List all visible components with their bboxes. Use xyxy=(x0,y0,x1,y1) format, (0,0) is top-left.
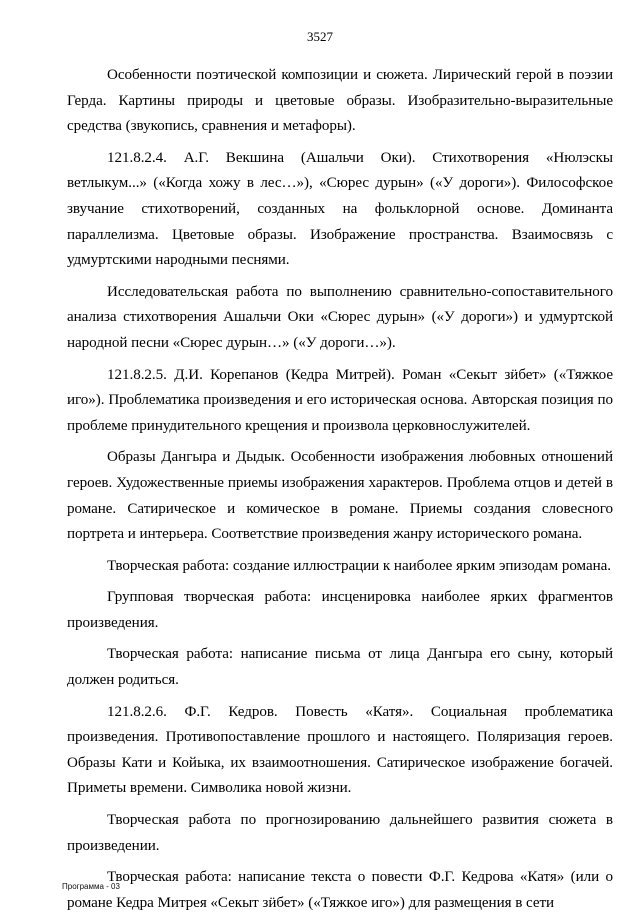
paragraph-kedrov-katya: 121.8.2.6. Ф.Г. Кедров. Повесть «Катя». Социальная проблематика произведения. Противопоставление прошлого и настоящего. Поляризация героев. Образы Кати и Койыка, их взаимоотношения. Сатирическое изображение богачей. Приметы времени. Символика новой жизни. xyxy=(67,703,613,797)
paragraph-kedra-mitrei: 121.8.2.5. Д.И. Корепанов (Кедра Митрей). Роман «Секыт зӥбет» («Тяжкое иго»). Проблематика произведения и его историческая основа. Авторская позиция по проблеме принудительного крещения и произвола церковнослужителей. xyxy=(67,366,613,434)
paragraph-illustration-task: Творческая работа: создание иллюстрации к наиболее ярким эпизодам романа. xyxy=(107,557,612,574)
footer-label: Программа - 03 xyxy=(62,882,120,891)
paragraph-online-text-task: Творческая работа: написание текста о повести Ф.Г. Кедрова «Катя» (или о романе Кедра Митрея «Секыт зӥбет» («Тяжкое иго») для размещения в сети xyxy=(67,869,613,911)
paragraph-research-work: Исследовательская работа по выполнению сравнительно-сопоставительного анализа стихотворения Ашальчи Оки «Сюрес дурын» («У дороги») и удмуртской народной песни «Сюрес дурын…» («У дороги…»). xyxy=(67,283,613,351)
paragraph-gerd-poetics: Особенности поэтической композиции и сюжета. Лирический герой в поэзии Герда. Картины природы и цветовые образы. Изобразительно-выразительные средства (звукопись, сравнения и метафоры). xyxy=(67,67,613,135)
page-number: 3527 xyxy=(307,29,333,44)
paragraph-letter-task: Творческая работа: написание письма от лица Дангыра его сыну, который должен родиться. xyxy=(67,646,613,689)
paragraph-group-staging-task: Групповая творческая работа: инсценировка наиболее ярких фрагментов произведения. xyxy=(67,589,613,631)
paragraph-forecast-task: Творческая работа по прогнозированию дальнейшего развития сюжета в произведении. xyxy=(67,812,613,854)
document-body xyxy=(67,63,613,922)
paragraph-ashalchi-oki: 121.8.2.4. А.Г. Векшина (Ашальчи Оки). Стихотворения «Нюлэскы ветлыкум...» («Когда хожу в лес…»), «Сюрес дурын» («У дороги»). Философское звучание стихотворений, созданных на фольклорной основе. Доминанта параллелизма. Цветовые образы. Изображение пространства. Взаимосвязь с удмуртскими народными песнями. xyxy=(67,149,613,269)
paragraph-dangyr-dydyk: Образы Дангыра и Дыдык. Особенности изображения любовных отношений героев. Художественные приемы изображения характеров. Проблема отцов и детей в романе. Сатирическое и комическое в романе. Приемы создания словесного портрета и интерьера. Соответствие произведения жанру исторического романа. xyxy=(67,449,613,543)
